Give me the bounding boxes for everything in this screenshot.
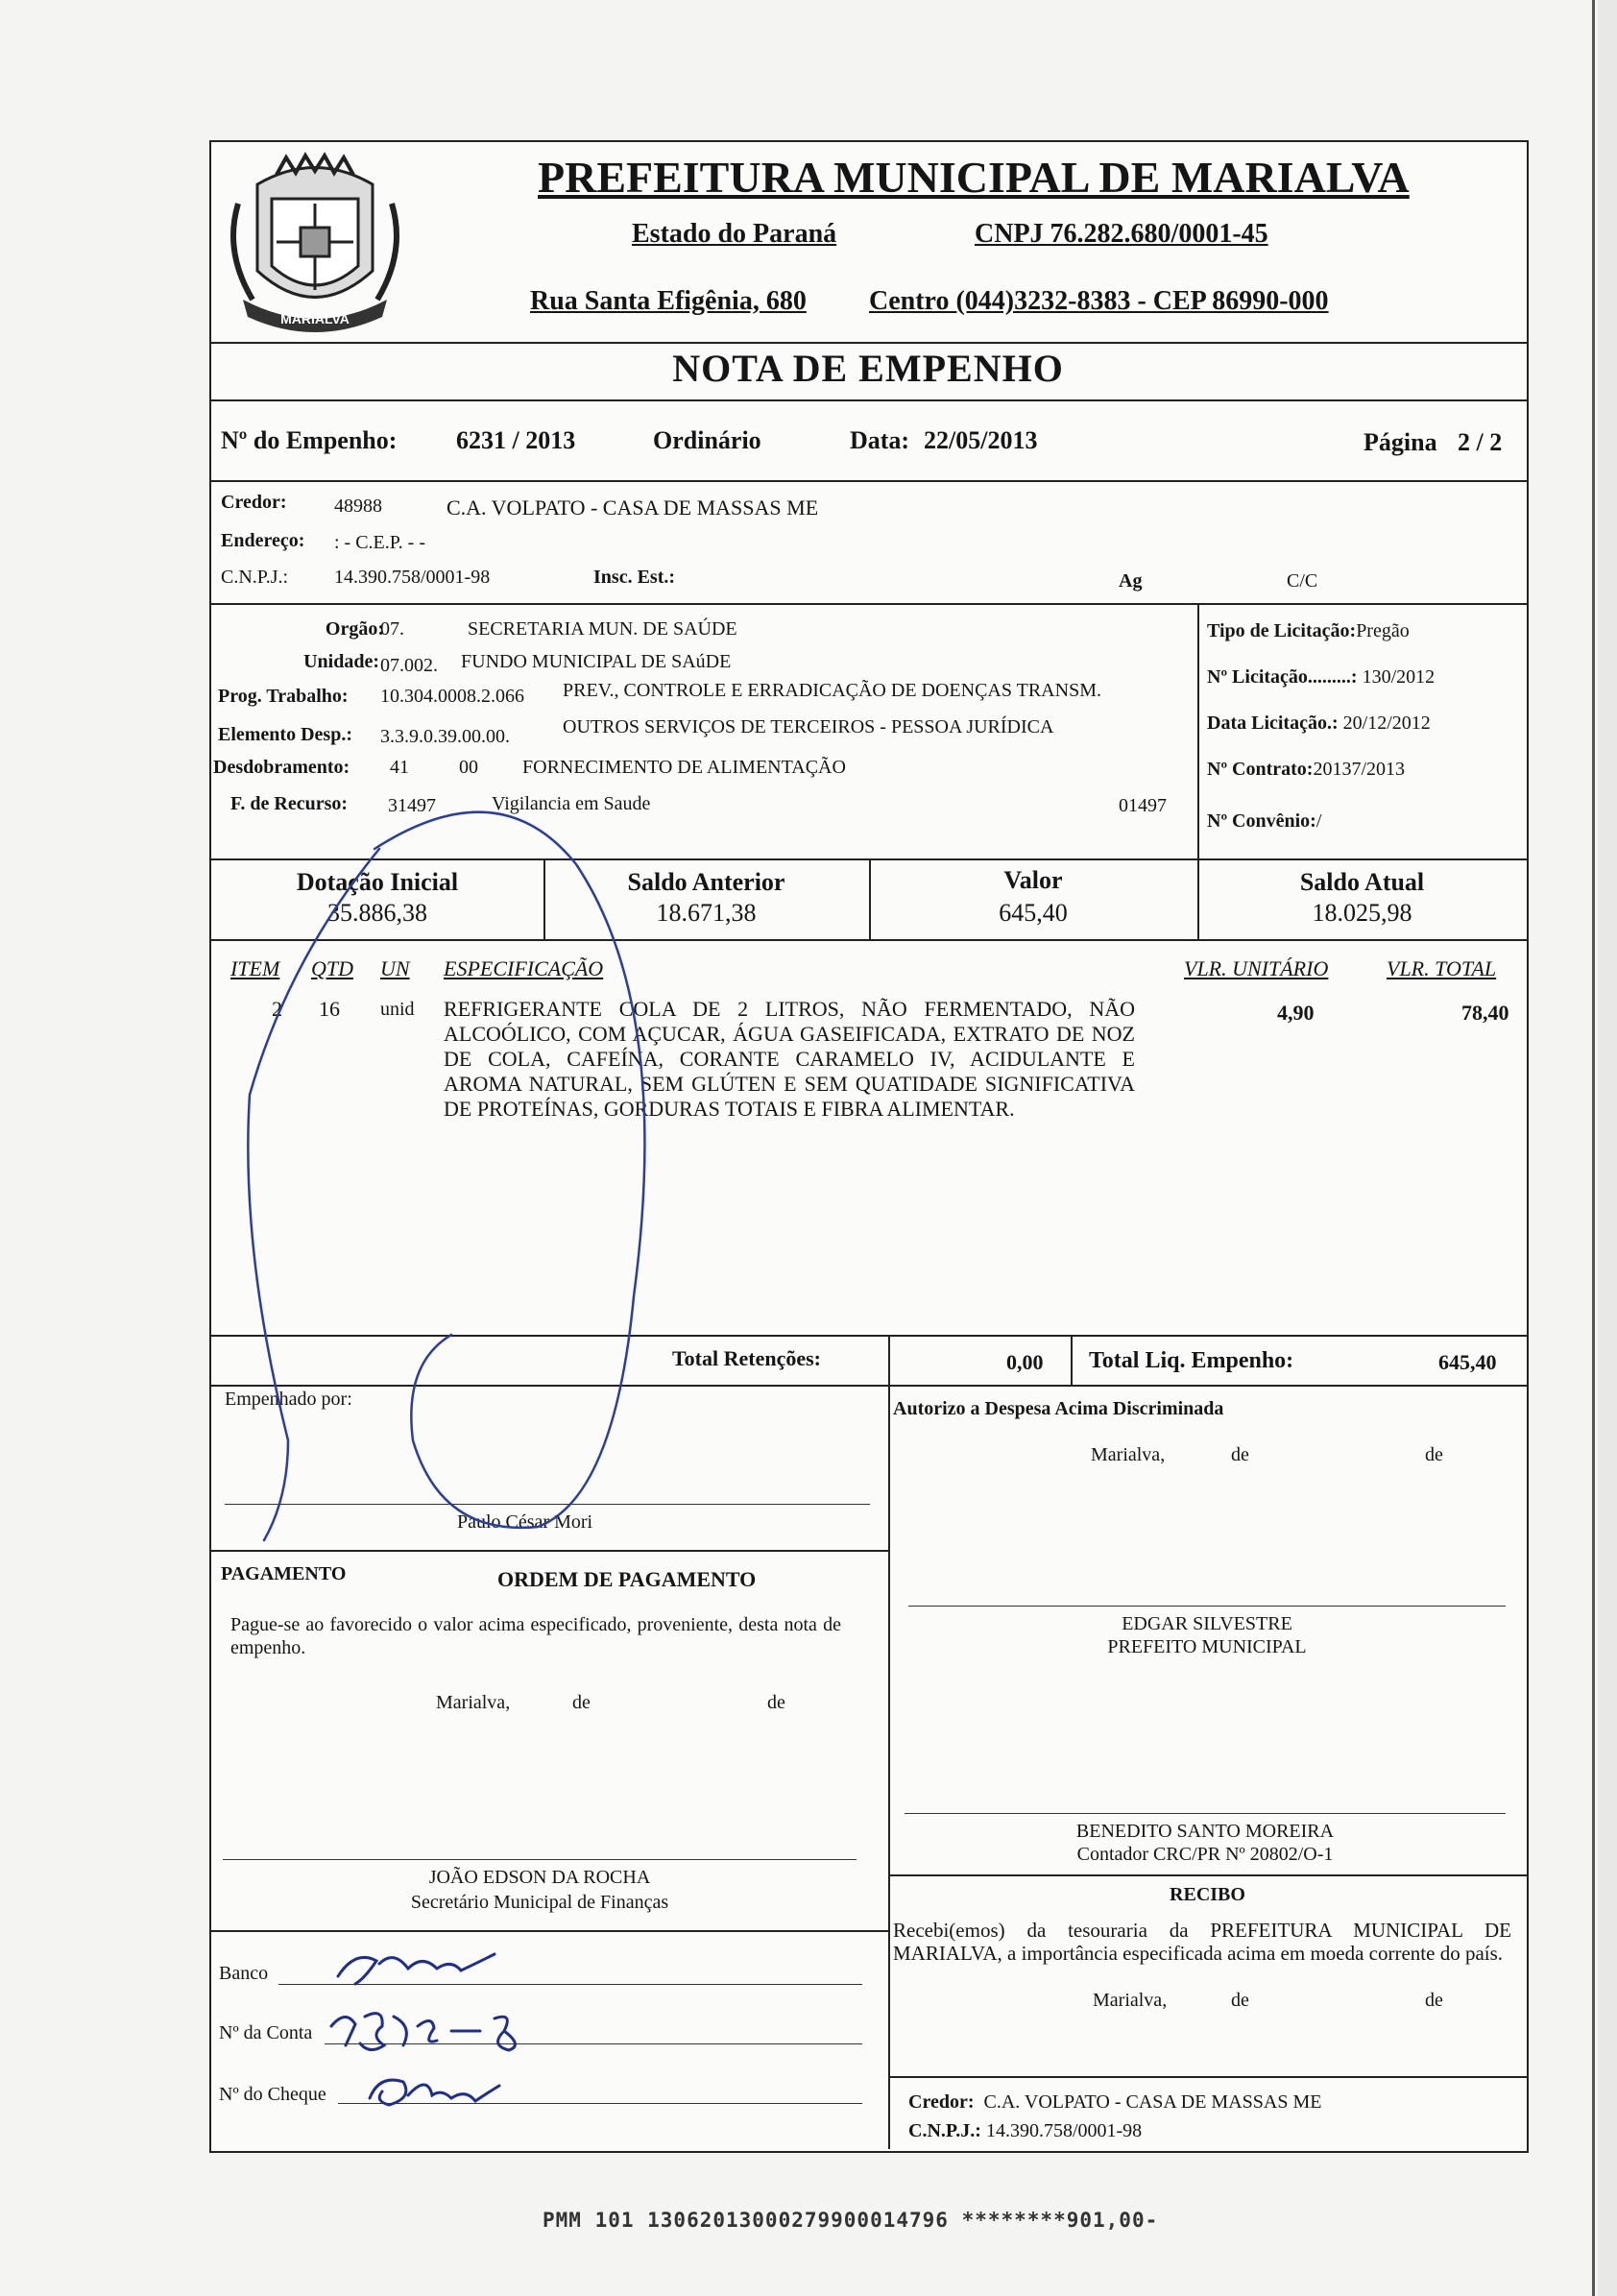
saldo-atual-value: 18.025,98 (1312, 899, 1412, 927)
recibo-de1: de (1231, 1990, 1249, 2011)
item-qtd: 16 (319, 997, 340, 1021)
pagamento-text: Pague-se ao favorecido o valor acima especificado, proveniente, desta nota de empenho. (230, 1614, 841, 1658)
licitacao-convenio-value: / (1315, 810, 1322, 832)
desd-code2: 00 (459, 757, 478, 778)
endereco-label: Endereço: (221, 530, 305, 551)
col-spec: ESPECIFICAÇÃO (444, 956, 604, 980)
orgao-name: SECRETARIA MUN. DE SAÚDE (468, 618, 737, 640)
conta-label: Nº da Conta (219, 2022, 313, 2043)
banco-label: Banco (219, 1963, 269, 1984)
rodape-cnpj-value: 14.390.758/0001-98 (985, 2120, 1143, 2141)
licitacao-convenio-label: Nº Convênio: (1207, 810, 1316, 832)
pagamento-de1: de (572, 1692, 591, 1713)
orgao-code: 07. (380, 618, 404, 640)
prog-label: Prog. Trabalho: (218, 686, 349, 707)
endereco-value: : - C.E.P. - - (334, 532, 425, 553)
licitacao-num-value: 130/2012 (1362, 666, 1436, 688)
col-item: ITEM (230, 956, 280, 980)
empenho-date-label: Data: (850, 426, 910, 454)
empenho-date: 22/05/2013 (924, 426, 1038, 454)
header-state: Estado do Paraná (632, 219, 837, 249)
pagamento-label: PAGAMENTO (221, 1563, 347, 1584)
cnpj-label: C.N.P.J.: (221, 567, 289, 588)
contador-role: Contador CRC/PR Nº 20802/O-1 (1076, 1844, 1334, 1865)
licitacao-data-value: 20/12/2012 (1342, 713, 1431, 734)
elem-label: Elemento Desp.: (218, 724, 352, 745)
licitacao-data-label: Data Licitação.: (1207, 713, 1339, 734)
recibo-text: Recebi(emos) da tesouraria da PREFEITURA MUNICIPAL DE MARIALVA, a importância especificada acima em moeda corrente do país. (893, 1919, 1511, 1965)
recibo-label: RECIBO (1170, 1884, 1245, 1905)
elem-code: 3.3.9.0.39.00.00. (380, 726, 510, 747)
rodape-credor-label: Credor: (908, 2091, 975, 2113)
recurso-code2: 01497 (1119, 795, 1167, 816)
ag-label: Ag (1119, 570, 1143, 592)
item-total: 78,40 (1461, 1001, 1509, 1025)
item-un: unid (380, 999, 415, 1020)
pen-stroke-left (248, 849, 379, 1540)
rodape-credor-name: C.A. VOLPATO - CASA DE MASSAS ME (983, 2091, 1322, 2113)
doc-title: NOTA DE EMPENHO (672, 347, 1064, 390)
recibo-de2: de (1425, 1990, 1443, 2011)
pen-stroke-large-loop (374, 812, 644, 1528)
credor-code: 48988 (334, 495, 382, 517)
empenho-number: 6231 / 2013 (456, 426, 576, 454)
header-district-phone: Centro (044)3232-8383 - CEP 86990-000 (869, 286, 1329, 316)
seal-ribbon-text: MARIALVA (280, 311, 350, 326)
pagamento-de2: de (767, 1692, 785, 1713)
autorizo-de2: de (1425, 1444, 1443, 1465)
header-street: Rua Santa Efigênia, 680 (530, 286, 807, 316)
unidade-code: 07.002. (380, 655, 438, 676)
licitacao-contrato-label: Nº Contrato: (1207, 759, 1314, 780)
item-number: 2 (272, 997, 282, 1021)
empenhado-label: Empenhado por: (225, 1389, 352, 1410)
unidade-name: FUNDO MUNICIPAL DE SAúDE (461, 651, 732, 672)
saldo-anterior-value: 18.671,38 (656, 899, 757, 927)
dotacao-label: Dotação Inicial (296, 868, 459, 896)
retencoes-value: 0,00 (1006, 1350, 1044, 1374)
handwritten-cheque-signature (370, 2080, 499, 2105)
item-specification: REFRIGERANTE COLA DE 2 LITROS, NÃO FERMENTADO, NÃO ALCOÓLICO, COM AÇUCAR, ÁGUA GASEIFICADA, EXTRATO DE NOZ DE COLA, CAFEÍNA, CORANTE CARAMELO IV, ACIDULANTE E AROMA NATURAL, SEM GLÚTEN E SEM QUATIDADE SIGNIFICATIVA DE PROTEÍNAS, GORDURAS TOTAIS E FIBRA ALIMENTAR. (444, 997, 1135, 1121)
recurso-label: F. de Recurso: (230, 793, 349, 814)
page-label: Página (1364, 428, 1437, 456)
col-un: UN (380, 956, 410, 980)
contador-name: BENEDITO SANTO MOREIRA (1075, 1821, 1335, 1842)
total-liq-value: 645,40 (1438, 1350, 1497, 1374)
unidade-label: Unidade: (303, 651, 379, 672)
insc-est-label: Insc. Est.: (593, 567, 676, 588)
autorizo-signer: EDGAR SILVESTRE (1122, 1613, 1292, 1634)
orgao-label: Orgão: (325, 618, 384, 640)
cnpj-value: 14.390.758/0001-98 (334, 567, 491, 588)
autorizo-signer-role: PREFEITO MUNICIPAL (1107, 1636, 1307, 1657)
dotacao-value: 35.886,38 (327, 899, 427, 927)
col-unit-price: VLR. UNITÁRIO (1184, 956, 1329, 980)
pagamento-place: Marialva, (436, 1692, 511, 1713)
prog-name: PREV., CONTROLE E ERRADICAÇÃO DE DOENÇAS TRANSM. (563, 680, 1101, 701)
cc-label: C/C (1287, 570, 1318, 592)
licitacao-tipo-label: Tipo de Licitação: (1207, 620, 1357, 641)
credor-label: Credor: (221, 492, 287, 513)
rodape-cnpj-label: C.N.P.J.: (908, 2120, 981, 2141)
valor-label: Valor (1003, 866, 1063, 894)
valor-value: 645,40 (999, 899, 1068, 927)
autorizo-de1: de (1231, 1444, 1249, 1465)
page-number: 2 / 2 (1458, 428, 1503, 456)
col-qtd: QTD (311, 956, 354, 980)
prog-code: 10.304.0008.2.066 (380, 686, 524, 707)
cheque-label: Nº do Cheque (219, 2084, 326, 2105)
licitacao-num-label: Nº Licitação.........: (1207, 666, 1358, 688)
desd-label: Desdobramento: (213, 757, 350, 778)
empenho-type: Ordinário (653, 426, 761, 454)
pagamento-signer: JOÃO EDSON DA ROCHA (428, 1867, 651, 1888)
recurso-code: 31497 (388, 795, 436, 816)
handwritten-conta-number (331, 2014, 515, 2050)
col-total: VLR. TOTAL (1387, 956, 1497, 980)
retencoes-label: Total Retenções: (672, 1346, 821, 1370)
autorizo-label: Autorizo a Despesa Acima Discriminada (893, 1398, 1224, 1419)
header-cnpj: CNPJ 76.282.680/0001-45 (975, 219, 1268, 249)
autorizo-place: Marialva, (1091, 1444, 1166, 1465)
handwritten-banco-signature (338, 1954, 495, 1984)
empenho-label: Nº do Empenho: (221, 426, 398, 454)
desd-code1: 41 (390, 757, 409, 778)
header-title: PREFEITURA MUNICIPAL DE MARIALVA (538, 153, 1410, 202)
total-liq-label: Total Liq. Empenho: (1089, 1348, 1294, 1373)
ordem-pagamento-label: ORDEM DE PAGAMENTO (497, 1567, 757, 1591)
elem-name: OUTROS SERVIÇOS DE TERCEIROS - PESSOA JURÍDICA (563, 716, 1054, 737)
barcode-text: PMM 101 13062013000279900014796 ********901,00- (543, 2209, 1159, 2232)
saldo-atual-label: Saldo Atual (1299, 868, 1425, 896)
empenhado-name: Paulo César Mori (457, 1511, 593, 1533)
saldo-anterior-label: Saldo Anterior (627, 868, 785, 896)
item-unit-price: 4,90 (1277, 1001, 1315, 1025)
desd-name: FORNECIMENTO DE ALIMENTAÇÃO (522, 757, 846, 778)
licitacao-contrato-value: 20137/2013 (1313, 759, 1406, 780)
credor-name: C.A. VOLPATO - CASA DE MASSAS ME (446, 495, 819, 520)
recibo-place: Marialva, (1093, 1990, 1168, 2011)
recurso-name: Vigilancia em Saude (492, 793, 651, 814)
pagamento-signer-role: Secretário Municipal de Finanças (410, 1892, 669, 1913)
licitacao-tipo-value: Pregão (1356, 620, 1410, 641)
